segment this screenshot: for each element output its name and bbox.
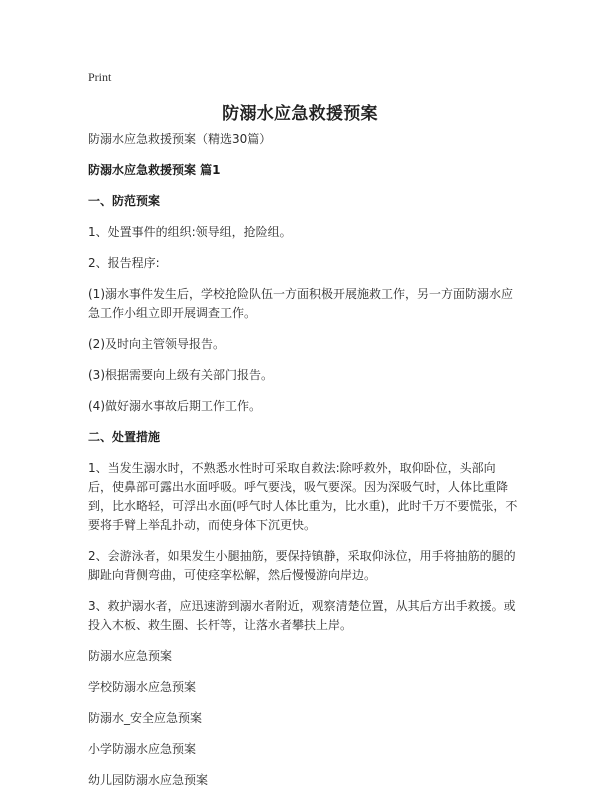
section-heading-measures: 二、处置措施 bbox=[88, 430, 161, 444]
page-title: 防溺水应急救援预案 bbox=[222, 104, 378, 124]
paragraph: 1、当发生溺水时，不熟悉水性时可采取自救法:除呼救外，取仰卧位，头部向后，使鼻部可露出水面呼吸。呼气要浅，吸气要深。因为深吸气时，人体比重降到，比水略轻，可浮出水面(呼气时人体比重为，比水重)，此时千万不要慌张，不要将手臂上举乱扑动，而使身体下沉更快。 bbox=[88, 461, 518, 532]
related-link[interactable]: 防溺水应急预案 bbox=[88, 649, 173, 663]
related-link[interactable]: 防溺水_安全应急预案 bbox=[88, 711, 203, 725]
paragraph: (2)及时向主管领导报告。 bbox=[88, 337, 225, 351]
paragraph: (3)根据需要向上级有关部门报告。 bbox=[88, 368, 273, 382]
related-links bbox=[88, 647, 518, 790]
related-link[interactable]: 小学防溺水应急预案 bbox=[88, 742, 197, 756]
related-link[interactable]: 学校防溺水应急预案 bbox=[88, 680, 197, 694]
document-body bbox=[88, 130, 518, 802]
section-heading-prevention: 一、防范预案 bbox=[88, 194, 161, 208]
print-link[interactable]: Print bbox=[88, 70, 112, 84]
document-subtitle: 防溺水应急救援预案（精选30篇） bbox=[88, 132, 272, 146]
paragraph: (1)溺水事件发生后，学校抢险队伍一方面积极开展施救工作，另一方面防溺水应急工作小组立即开展调查工作。 bbox=[88, 287, 514, 320]
paragraph: 2、会游泳者，如果发生小腿抽筋，要保持镇静，采取仰泳位，用手将抽筋的腿的脚趾向背侧弯曲，可使痉挛松解，然后慢慢游向岸边。 bbox=[88, 549, 516, 582]
related-link[interactable]: 幼儿园防溺水应急预案 bbox=[88, 773, 209, 787]
paragraph: (4)做好溺水事故后期工作工作。 bbox=[88, 399, 261, 413]
paragraph: 1、处置事件的组织:领导组，抢险组。 bbox=[88, 225, 292, 239]
paragraph: 2、报告程序: bbox=[88, 256, 160, 270]
article-heading: 防溺水应急救援预案 篇1 bbox=[88, 163, 221, 177]
paragraph: 3、救护溺水者，应迅速游到溺水者附近，观察清楚位置，从其后方出手救援。或投入木板、救生圈、长杆等，让落水者攀扶上岸。 bbox=[88, 599, 516, 632]
